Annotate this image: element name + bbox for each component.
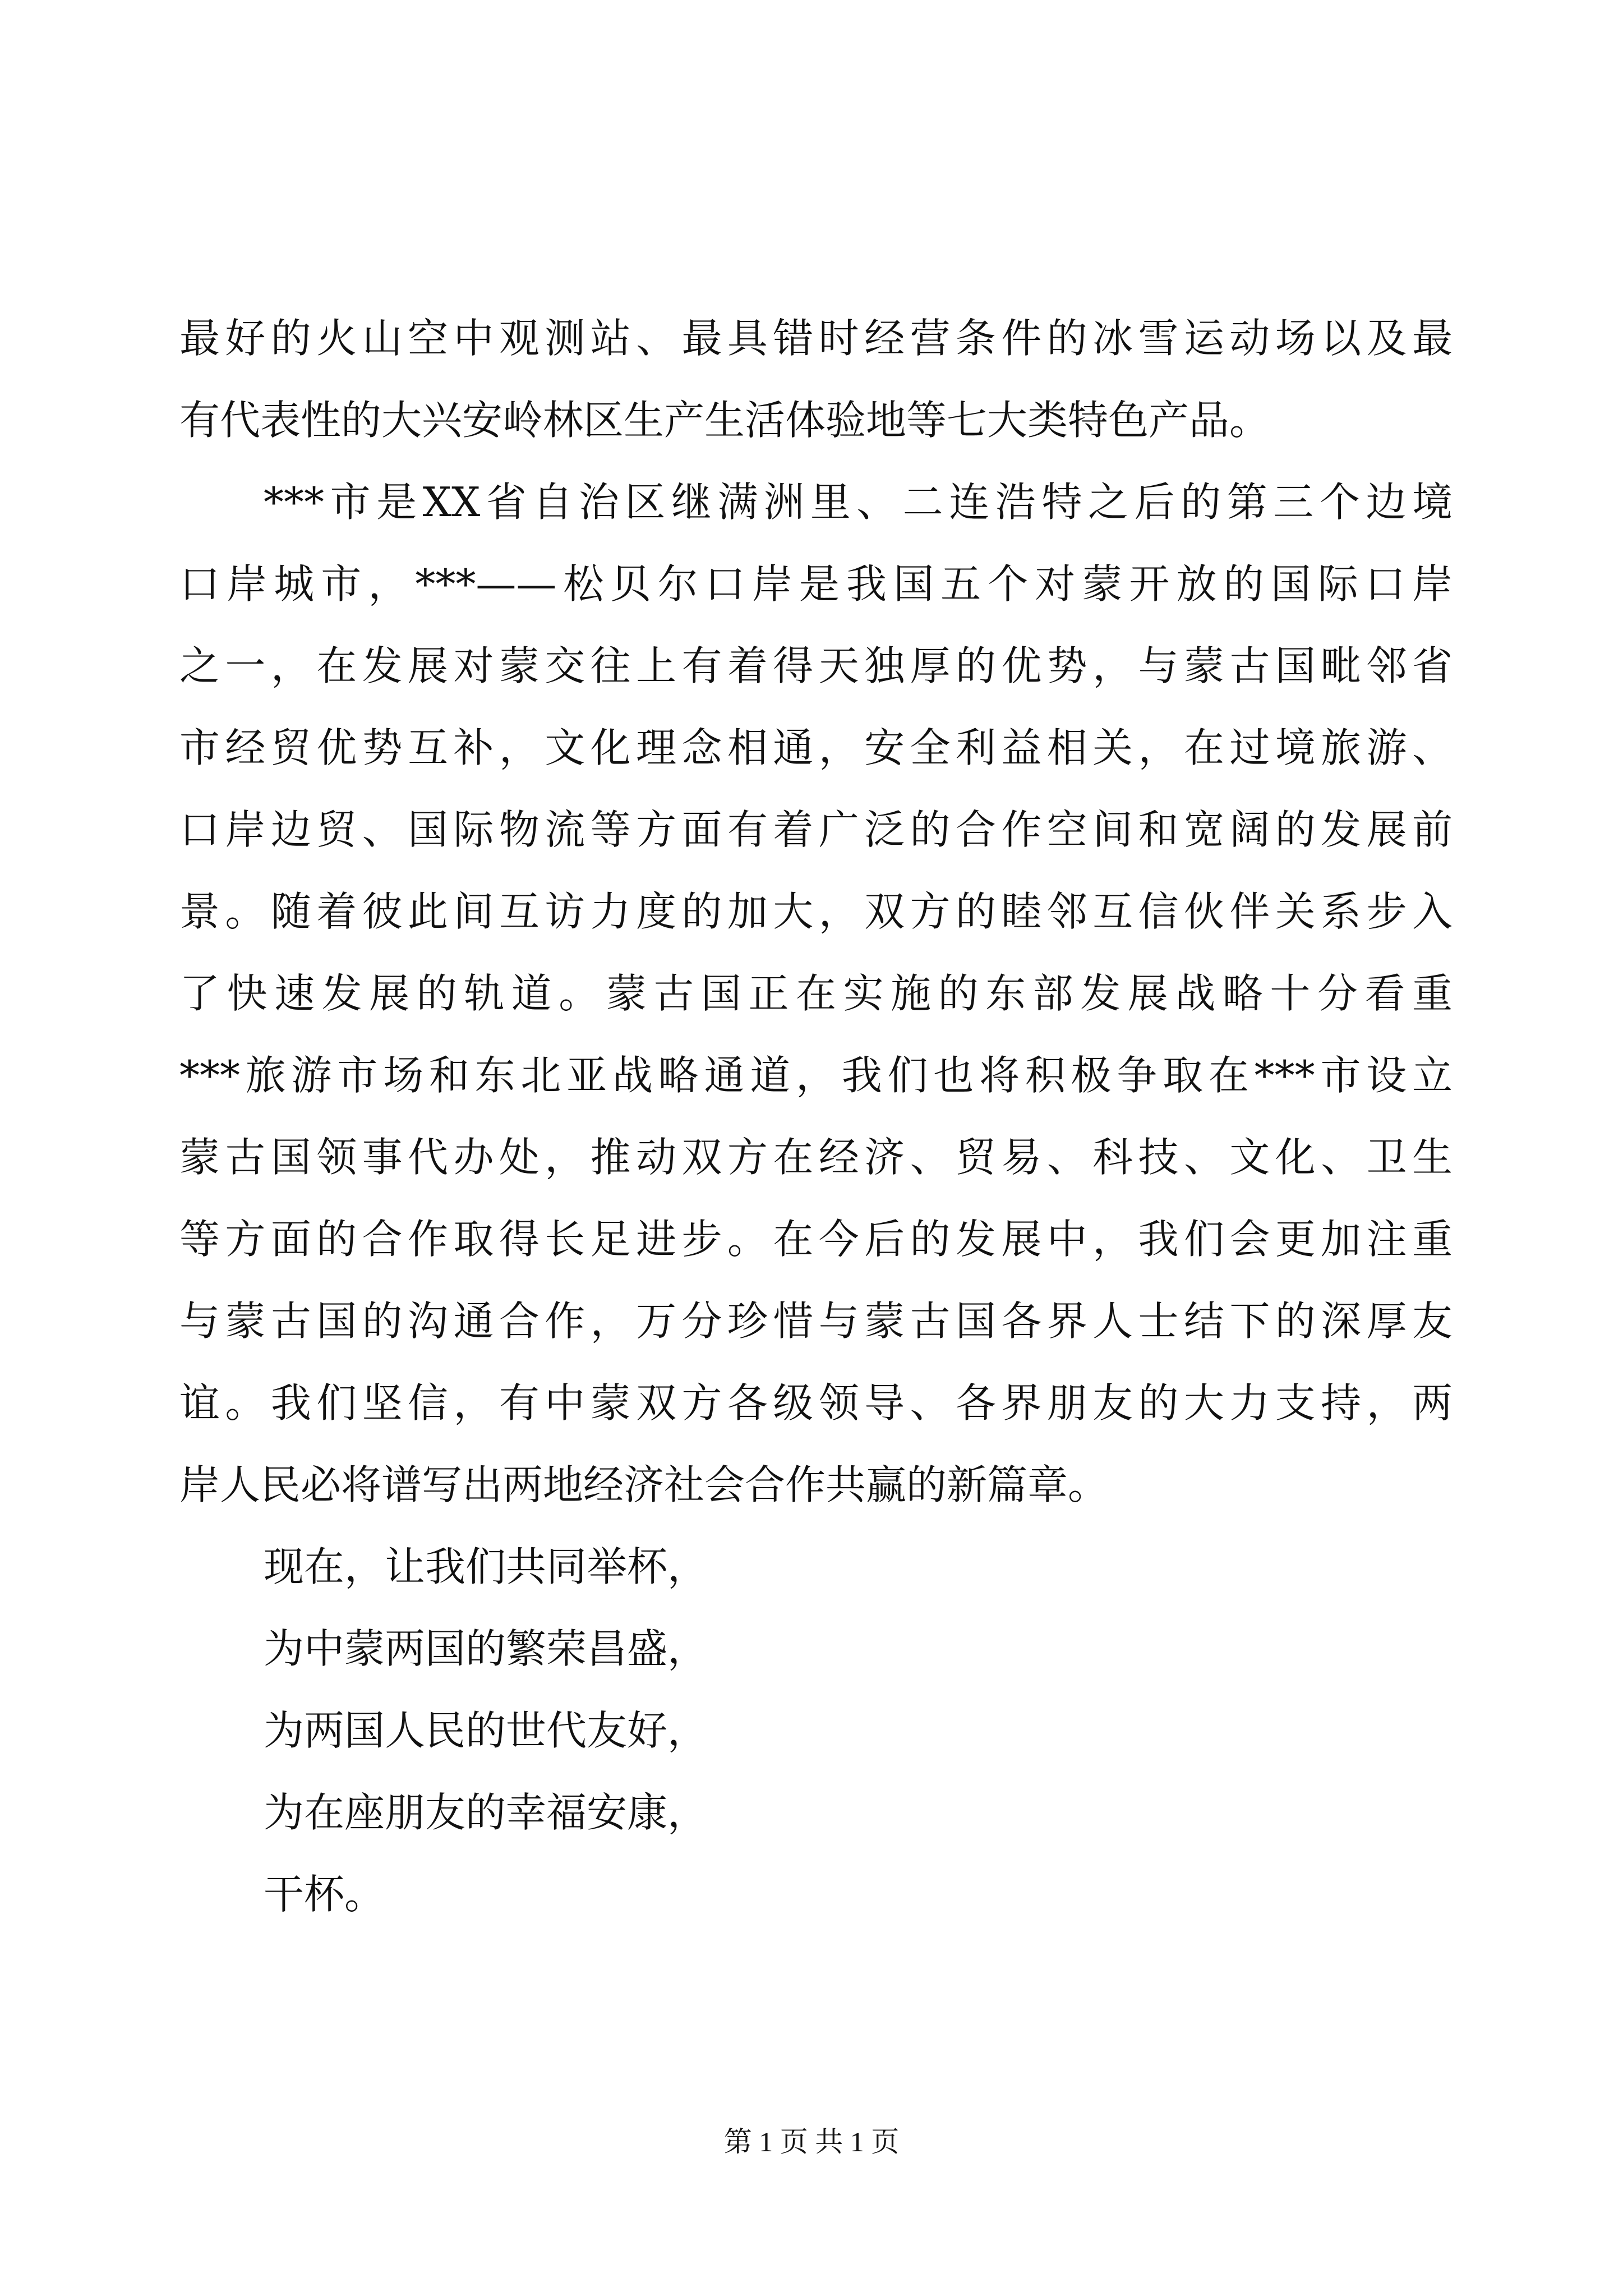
toast-line: 干杯。 (264, 1871, 385, 1918)
text-line: 之一，在发展对蒙交往上有着得天独厚的优势，与蒙古国毗邻省 (179, 642, 1453, 689)
text-line: 了快速发展的轨道。蒙古国正在实施的东部发展战略十分看重 (179, 970, 1453, 1017)
document-body (179, 297, 1453, 1935)
page-number-footer: 第 1 页 共 1 页 (723, 2126, 900, 2157)
toast-line: 为中蒙两国的繁荣昌盛， (264, 1625, 708, 1672)
text-line: ***旅游市场和东北亚战略通道，我们也将积极争取在***市设立 (179, 1052, 1453, 1099)
text-line: 市经贸优势互补，文化理念相通，安全利益相关，在过境旅游、 (179, 724, 1453, 771)
toast-line: 为两国人民的世代友好， (264, 1707, 708, 1754)
text-line: 等方面的合作取得长足进步。在今后的发展中，我们会更加注重 (179, 1216, 1453, 1263)
text-line: 蒙古国领事代办处，推动双方在经济、贸易、科技、文化、卫生 (179, 1134, 1453, 1181)
text-line: 有代表性的大兴安岭林区生产生活体验地等七大类特色产品。 (179, 397, 1270, 444)
text-line: 与蒙古国的沟通合作，万分珍惜与蒙古国各界人士结下的深厚友 (179, 1297, 1453, 1345)
text-line: 口岸边贸、国际物流等方面有着广泛的合作空间和宽阔的发展前 (179, 806, 1453, 853)
text-line: 最好的火山空中观测站、最具错时经营条件的冰雪运动场以及最 (179, 315, 1453, 362)
toast-line: 现在，让我们共同举杯， (264, 1543, 708, 1590)
paragraph-start-line: ***市是XX省自治区继满洲里、二连浩特之后的第三个边境 (264, 478, 1453, 526)
text-line: 景。随着彼此间互访力度的加大，双方的睦邻互信伙伴关系步入 (179, 888, 1453, 935)
text-line: 口岸城市，***——松贝尔口岸是我国五个对蒙开放的国际口岸 (179, 560, 1453, 608)
toast-line: 为在座朋友的幸福安康， (264, 1789, 708, 1836)
text-line: 谊。我们坚信，有中蒙双方各级领导、各界朋友的大力支持，两 (179, 1379, 1453, 1427)
text-line: 岸人民必将谱写出两地经济社会合作共赢的新篇章。 (179, 1461, 1109, 1508)
